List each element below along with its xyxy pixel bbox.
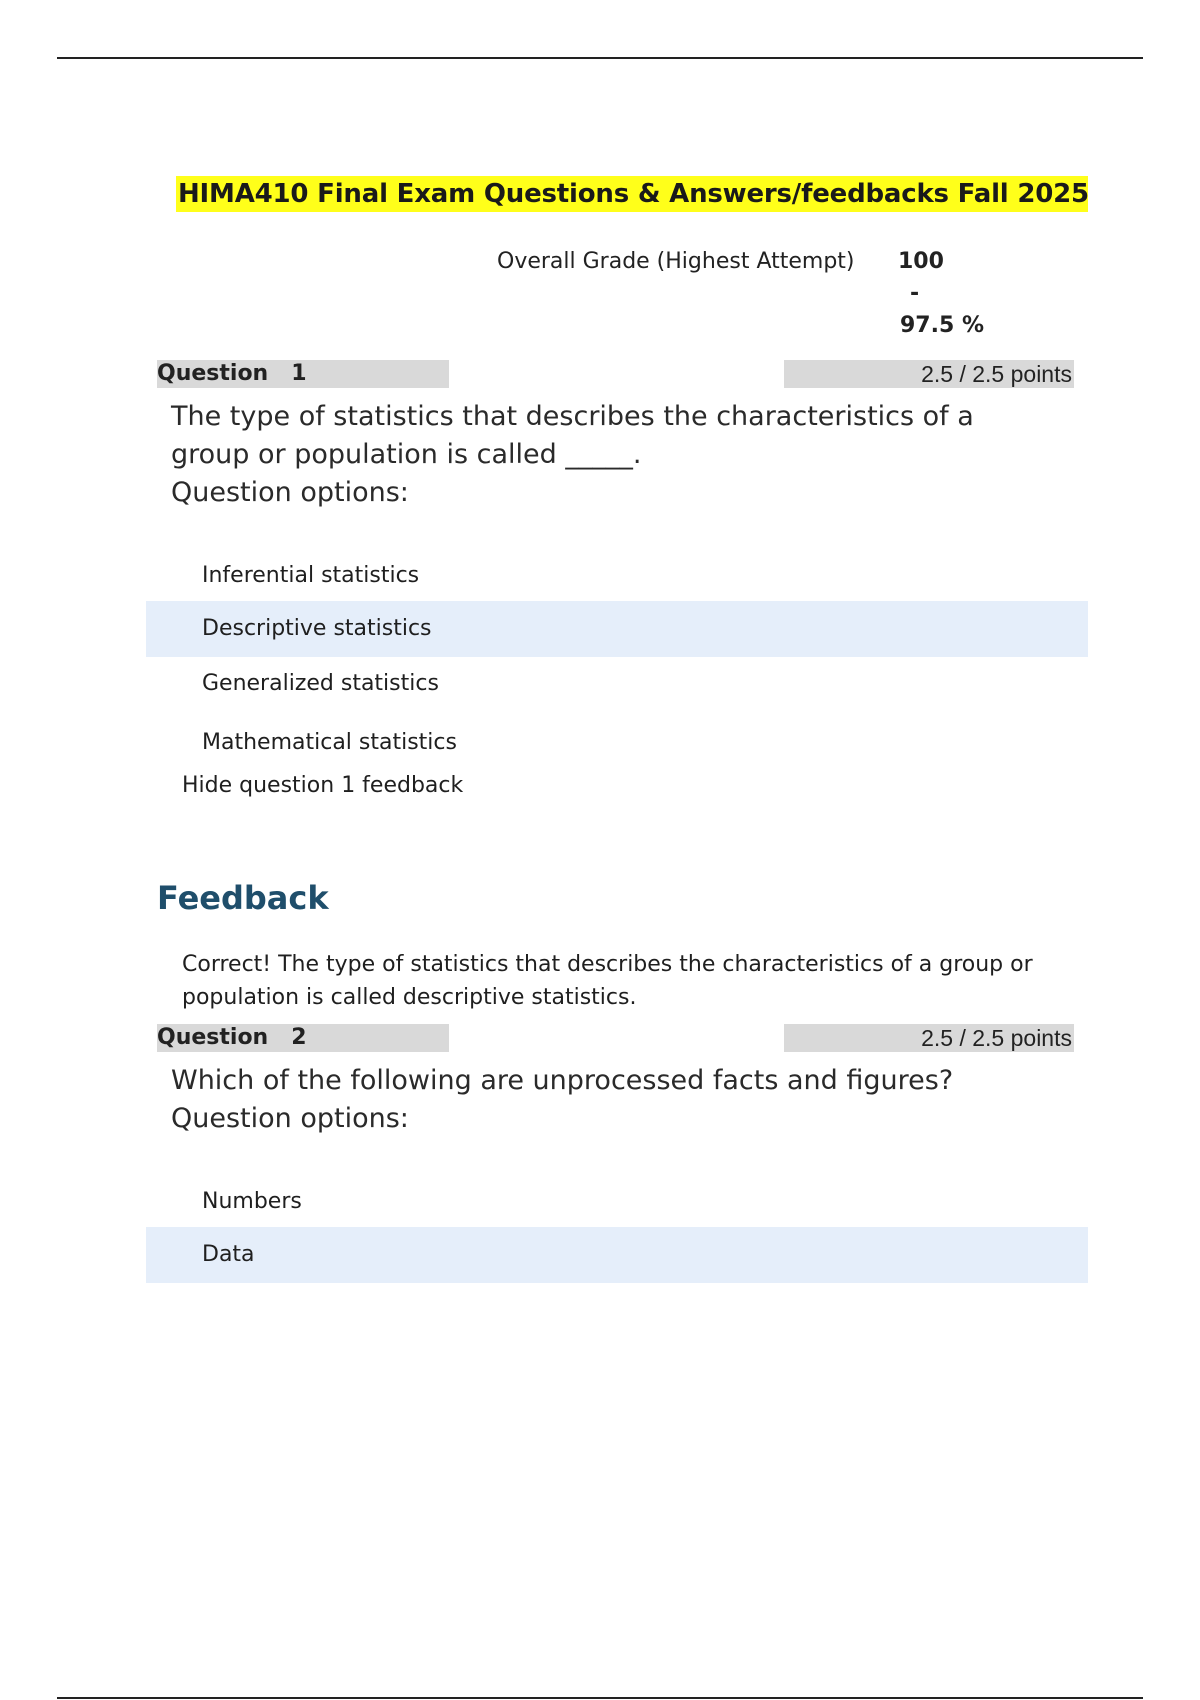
question-2-points-bar (784, 1024, 1074, 1052)
question-1-options-label: Question options: (171, 477, 409, 508)
question-2-header (157, 1024, 449, 1052)
question-1-option-4[interactable] (146, 715, 1088, 771)
question-2-option-1[interactable] (146, 1174, 1088, 1230)
option-text: Data (202, 1242, 255, 1267)
question-1-label: Question 1 (157, 361, 307, 386)
option-text: Inferential statistics (202, 563, 420, 588)
overall-grade-label: Overall Grade (Highest Attempt) (497, 249, 855, 274)
option-text: Mathematical statistics (202, 730, 457, 755)
overall-grade-value: 100 (898, 249, 944, 274)
question-1-header (157, 360, 449, 388)
option-text: Numbers (202, 1189, 302, 1214)
overall-grade-separator: - (910, 281, 920, 306)
question-1-option-2[interactable] (146, 601, 1088, 657)
question-2-options-label: Question options: (171, 1103, 409, 1134)
question-2-option-2[interactable] (146, 1227, 1088, 1283)
title-highlight (176, 176, 1088, 212)
option-text: Descriptive statistics (202, 616, 432, 641)
option-text: Generalized statistics (202, 671, 439, 696)
question-2-points: 2.5 / 2.5 points (921, 1025, 1072, 1051)
top-rule (57, 57, 1143, 59)
feedback-heading: Feedback (157, 879, 329, 917)
overall-grade-percent: 97.5 % (900, 313, 984, 338)
question-1-option-1[interactable] (146, 548, 1088, 604)
question-1-option-3[interactable] (146, 656, 1088, 712)
hide-question-1-feedback-link[interactable]: Hide question 1 feedback (182, 773, 464, 798)
question-1-points: 2.5 / 2.5 points (921, 361, 1072, 387)
question-2-text: Which of the following are unprocessed facts and figures? (171, 1065, 954, 1096)
feedback-text: Correct! The type of statistics that describes the characteristics of a group or population is called descriptive statistics. (182, 952, 1033, 1010)
bottom-rule (57, 1697, 1143, 1699)
document-title: HIMA410 Final Exam Questions & Answers/feedbacks Fall 2025 (178, 179, 1089, 209)
question-1-text: The type of statistics that describes the characteristics of a group or population is called _____. (171, 401, 974, 470)
question-1-points-bar (784, 360, 1074, 388)
question-2-label: Question 2 (157, 1025, 307, 1050)
